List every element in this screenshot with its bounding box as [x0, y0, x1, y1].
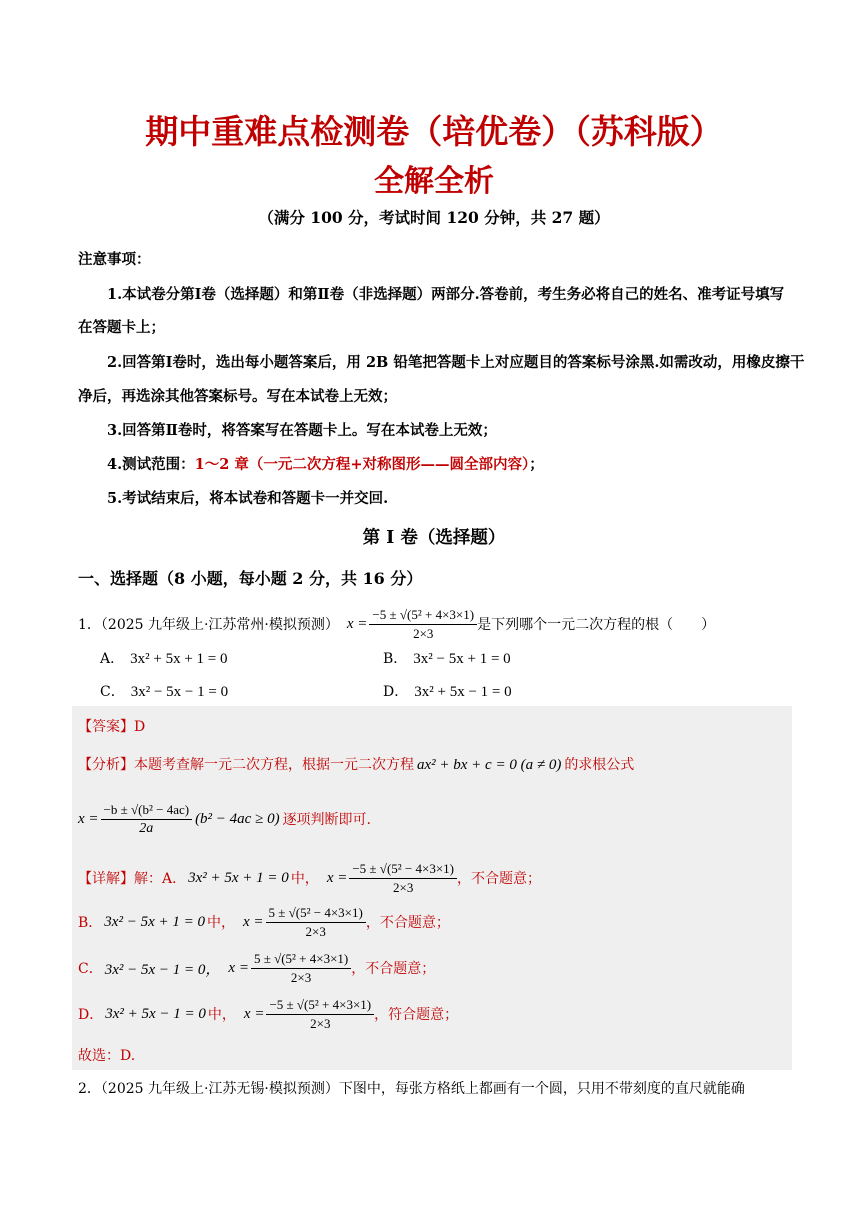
detail-a-numerator: −5 ± √(5² − 4×3×1) [349, 860, 457, 879]
analysis-tail: 的求根公式 [564, 757, 635, 773]
test-scope: 1～2 章（一元二次方程+对称图形——圆全部内容） [194, 456, 530, 473]
detail-b-denominator: 2×3 [305, 923, 326, 939]
notice-item-5: 5.考试结束后，将本试卷和答题卡一并交回. [107, 490, 389, 507]
formula-lhs: x = [346, 615, 368, 632]
quadratic-formula [101, 801, 193, 838]
option-a-text: 3x² + 5x + 1 = 0 [130, 651, 228, 667]
detail-a-line: 【详解】 解：A． 3x² + 5x + 1 = 0 中， x = $\frac{\text{−5 ± √(5² − 4×3×1)}}{2\times 3}$ ，不合题意； [78, 860, 541, 895]
detail-c-tail: ，不合题意； [351, 961, 436, 977]
notice-item-4-suffix: ； [529, 456, 544, 473]
root-formula-numerator: −5 ± √(5² + 4×3×1) [369, 606, 477, 625]
document-subtitle: 全解全析 [374, 164, 494, 199]
exam-info: （满分 100 分，考试时间 120 分钟，共 27 题） [258, 208, 610, 227]
detail-b-mid: 中， [206, 915, 235, 931]
analysis-text: 本题考查解一元二次方程，根据一元二次方程 [134, 757, 414, 773]
option-c[interactable] [100, 681, 228, 701]
quadratic-formula-line [78, 796, 371, 842]
notice-item-4 [107, 453, 544, 474]
detail-d-tail: ，符合题意； [374, 1007, 459, 1023]
option-d[interactable] [383, 681, 512, 701]
formula-tail: 逐项判断即可. [282, 812, 372, 828]
detail-b-fraction [266, 904, 366, 941]
option-a[interactable] [100, 648, 228, 668]
detail-d-line: D． 3x² + 5x − 1 = 0 中， x = $\frac{\text{−5 ± √(5² + 4×3×1)}}{2\times 3}$ ，符合题意； [78, 996, 459, 1031]
analysis-line [78, 754, 634, 774]
analysis-label: 【分析】 [78, 757, 134, 773]
question-1-prefix: 1．（2025 九年级上·江苏常州·模拟预测） [78, 617, 339, 633]
notice-item-3: 3.回答第Ⅱ卷时，将答案写在答题卡上。写在本试卷上无效； [107, 422, 497, 439]
answer-line: 【答案】D [78, 719, 146, 735]
detail-c-fraction [251, 950, 351, 987]
question-1-suffix: 是下列哪个一元二次方程的根（ ） [477, 617, 716, 633]
detail-b-numerator: 5 ± √(5² − 4×3×1) [266, 904, 366, 923]
notice-item-1-line-2: 在答题卡上； [78, 319, 165, 336]
detail-c-prefix: C． [78, 961, 103, 977]
detail-d-numerator: −5 ± √(5² + 4×3×1) [266, 996, 374, 1015]
detail-d-fraction [266, 996, 374, 1033]
question-2-stem: 2．（2025 九年级上·江苏无锡·模拟预测）下图中，每张方格纸上都画有一个圆，只用不带刻度的直尺就能确 [78, 1081, 745, 1097]
notice-item-4-prefix: 4.测试范围： [107, 456, 195, 473]
notice-heading: 注意事项： [78, 251, 151, 268]
discriminant-condition: (b² − 4ac ≥ 0) [195, 810, 280, 827]
question-1-stem [78, 604, 715, 644]
detail-a-denominator: 2×3 [393, 879, 414, 895]
detail-a-prefix: 解：A． [134, 871, 187, 887]
document-title: 期中重难点检测卷（培优卷）（苏科版） [145, 112, 723, 151]
root-formula-denominator: 2×3 [413, 625, 434, 641]
option-c-label: C． [100, 684, 125, 700]
quadratic-formula-numerator: −b ± √(b² − 4ac) [101, 801, 193, 820]
quadratic-formula-lhs: x = [78, 810, 99, 827]
conclusion-line: 故选：D. [78, 1048, 136, 1064]
part-1-title: 第 I 卷（选择题） [362, 528, 506, 548]
detail-c-line: C． 3x² − 5x − 1 = 0， x = $\frac{\text{5 ± √(5² + 4×3×1)}}{2\times 3}$ ，不合题意； [78, 950, 436, 985]
option-b[interactable] [383, 648, 511, 668]
option-d-label: D． [383, 684, 409, 700]
detail-b-tail: ，不合题意； [365, 915, 450, 931]
detail-d-mid: 中， [207, 1007, 236, 1023]
detail-d-denominator: 2×3 [310, 1015, 331, 1031]
option-c-text: 3x² − 5x − 1 = 0 [130, 684, 229, 700]
quadratic-formula-denominator: 2a [139, 820, 154, 836]
detail-c-numerator: 5 ± √(5² + 4×3×1) [251, 950, 351, 969]
option-d-text: 3x² + 5x − 1 = 0 [414, 684, 512, 700]
detail-c-denominator: 2×3 [290, 969, 312, 985]
analysis-equation: ax² + bx + c = 0 (a ≠ 0) [417, 757, 562, 773]
detail-b-line: B． 3x² − 5x + 1 = 0 中， x = $\frac{\text{5 ± √(5² − 4×3×1)}}{2\times 3}$ ，不合题意； [78, 904, 450, 939]
detail-a-mid: 中， [290, 871, 319, 887]
section-1-title: 一、选择题（8 小题，每小题 2 分，共 16 分） [78, 569, 423, 588]
detail-d-equation: 3x² + 5x − 1 = 0 [105, 1005, 206, 1022]
detail-b-prefix: B． [78, 915, 103, 931]
detail-b-equation: 3x² − 5x + 1 = 0 [104, 913, 205, 930]
detail-a-equation: 3x² + 5x + 1 = 0 [188, 869, 289, 886]
notice-item-2-line-1: 2.回答第Ⅰ卷时，选出每小题答案后，用 2B 铅笔把答题卡上对应题目的答案标号涂黑.如需改动，用橡皮擦干 [107, 354, 805, 371]
detail-a-fraction [349, 860, 457, 897]
notice-item-2-line-2: 净后，再选涂其他答案标号。写在本试卷上无效； [78, 388, 397, 405]
root-formula [369, 606, 477, 643]
detail-label: 【详解】 [78, 871, 134, 887]
option-b-text: 3x² − 5x + 1 = 0 [413, 651, 511, 667]
option-a-label: A． [100, 651, 125, 667]
detail-c-equation: 3x² − 5x − 1 = 0， [104, 961, 221, 978]
detail-d-prefix: D． [78, 1007, 104, 1023]
notice-item-1-line-1: 1.本试卷分第Ⅰ卷（选择题）和第Ⅱ卷（非选择题）两部分.答卷前，考生务必将自己的姓名、准考证号填写 [107, 286, 785, 303]
option-b-label: B． [383, 651, 408, 667]
detail-a-tail: ，不合题意； [457, 871, 541, 887]
